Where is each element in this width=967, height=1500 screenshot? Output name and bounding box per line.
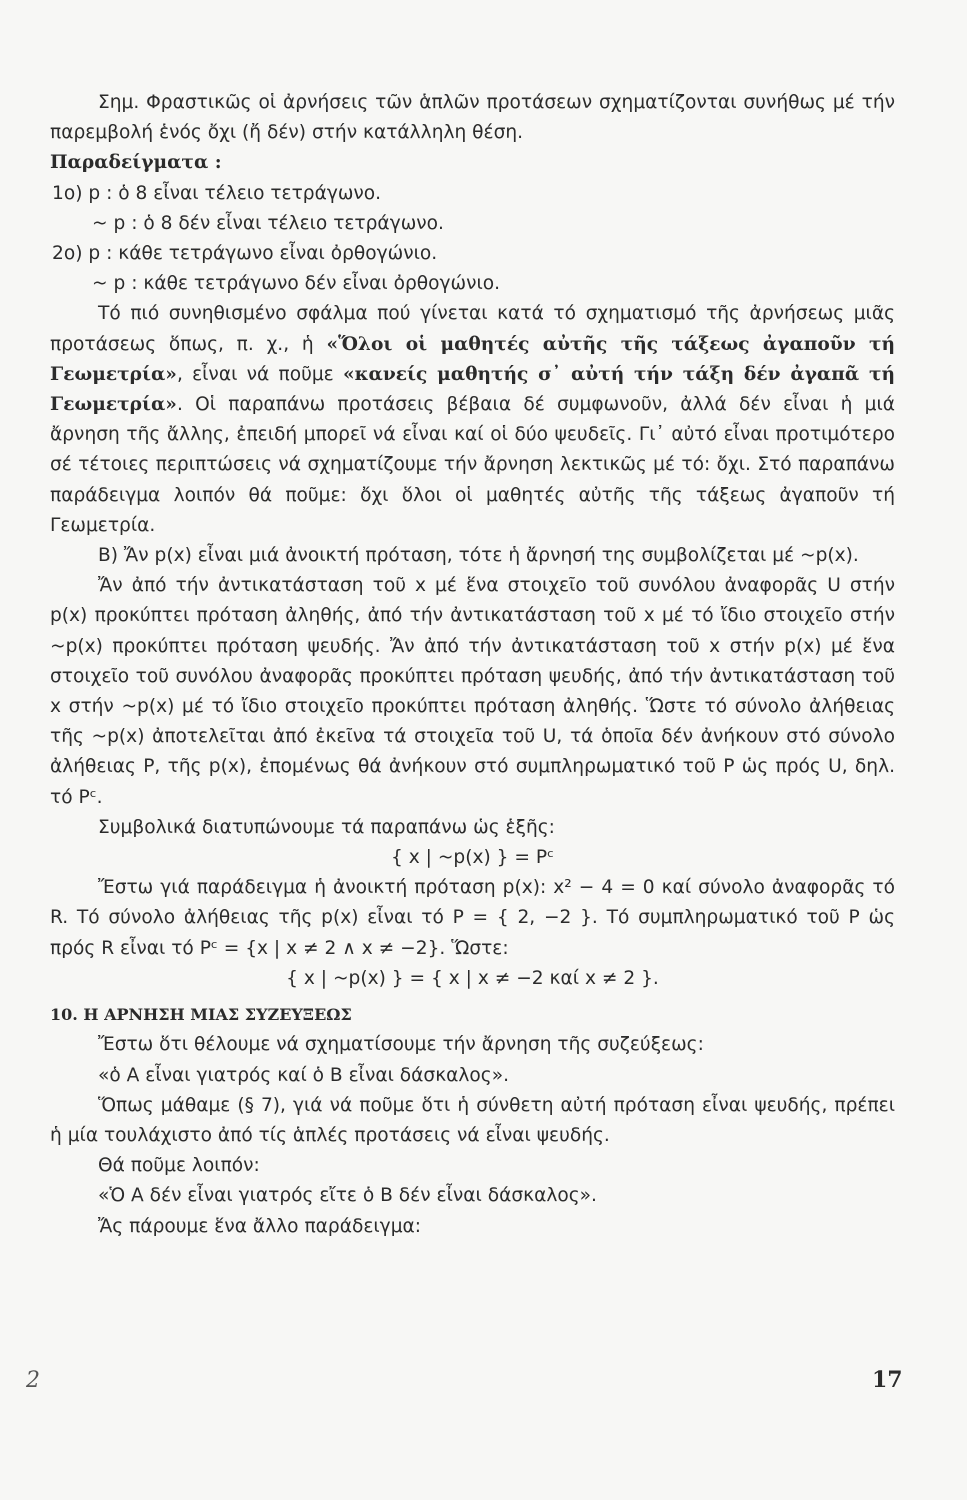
text-run: Τό πιό συνηθισμένο σφάλμα πού γίνεται κατά τό σχηματισμό τῆς ἀρνήσεως μιᾶς προτάσεως ὅπως, π. χ., ἡ xyxy=(50,303,895,355)
paragraph-conjunction: Ἔστω ὅτι θέλουμε νά σχηματίσουμε τήν ἄρνηση τῆς συζεύξεως: xyxy=(98,1034,704,1056)
quote-bold: «κανείς μαθητής σ᾽ αὐτή τήν τάξη δέν ἀγαπᾶ τή Γεωμετρία» xyxy=(50,363,895,416)
quote-conjunction: «ὁ Α εἶναι γιατρός καί ὁ Β εἶναι δάσκαλος». xyxy=(98,1064,509,1086)
paragraph-common-error xyxy=(50,299,895,541)
page-number: 17 xyxy=(872,1367,903,1393)
signature-mark: 2 xyxy=(26,1368,40,1393)
section-title: 10. Η ΑΡΝΗΣΗ ΜΙΑΣ ΣΥΖΕΥΞΕΩΣ xyxy=(50,1005,352,1025)
example-2-p: 2ο) p : κάθε τετράγωνο εἶναι ὀρθογώνιο. xyxy=(52,243,438,265)
quote-bold: «Ὅλοι οἱ μαθητές αὐτῆς τῆς τάξεως ἀγαποῦν τή Γεωμετρία» xyxy=(50,333,895,385)
quote-negation: «Ὁ Α δέν εἶναι γιατρός εἴτε ὁ Β δέν εἶναι δάσκαλος». xyxy=(98,1185,597,1207)
paragraph-open-statement: B) Ἄν p(x) εἶναι μιά ἀνοικτή πρόταση, τότε ἡ ἄρνησή της συμβολίζεται μέ ~p(x). xyxy=(98,545,859,567)
paragraph-false-condition: Ὅπως μάθαμε (§ 7), γιά νά ποῦμε ὅτι ἡ σύνθετη αὐτή πρόταση εἶναι ψευδής, πρέπει ἡ μία τουλάχιστο ἀπό τίς ἁπλές προτάσεις νά εἶναι ψευδής. xyxy=(50,1094,895,1146)
paragraph-another-example: Ἄς πάρουμε ἕνα ἄλλο παράδειγμα: xyxy=(98,1215,422,1237)
paragraph-example: Ἔστω γιά παράδειγμα ἡ ἀνοικτή πρόταση p(x): x² − 4 = 0 καί σύνολο ἀναφορᾶς τό R. Τό σύνολο ἀλήθειας τῆς p(x) εἶναι τό P = { 2, −2 }. Τό συμπληρωματικό τοῦ P ὡς πρός R εἶναι τό Pᶜ = {x | x ≠ 2 ∧ x ≠ −2}. Ὥστε: xyxy=(50,877,895,959)
text-run: , εἶναι νά ποῦμε xyxy=(176,363,343,385)
formula-complement: { x | ~p(x) } = Pᶜ xyxy=(391,847,554,869)
example-2-not-p: ~ p : κάθε τετράγωνο δέν εἶναι ὀρθογώνιο. xyxy=(92,273,501,295)
paragraph-truth-set: Ἄν ἀπό τήν ἀντικατάσταση τοῦ x μέ ἕνα στοιχεῖο τοῦ συνόλου ἀναφορᾶς U στήν p(x) προκύπτει πρόταση ἀληθής, ἀπό τήν ἀντικατάσταση τοῦ x μέ τό ἴδιο στοιχεῖο στήν ~p(x) προκύπτει πρόταση ψευδής. Ἄν ἀπό τήν ἀντικατάσταση τοῦ x στήν p(x) μέ ἕνα στοιχεῖο τοῦ συνόλου ἀναφορᾶς προκύπτει πρόταση ψευδής, ἀπό τήν ἀντικατάσταση τοῦ x στήν ~p(x) μέ τό ἴδιο στοιχεῖο προκύπτει πρόταση ἀληθής. Ὥστε τό σύνολο ἀλήθειας τῆς ~p(x) ἀποτελεῖται ἀπό ἐκεῖνα τά στοιχεῖα τοῦ U, τά ὁποῖα δέν ἀνήκουν στό σύνολο ἀλήθειας P, τῆς p(x), ἐπομένως θά ἀνήκουν στό συμπληρωματικό τοῦ P ὡς πρός U, δηλ. τό Pᶜ. xyxy=(50,575,895,808)
examples-heading: Παραδείγματα : xyxy=(50,152,222,174)
example-1-not-p: ~ p : ὁ 8 δέν εἶναι τέλειο τετράγωνο. xyxy=(92,212,444,234)
paragraph-note: Σημ. Φραστικῶς οἱ ἀρνήσεις τῶν ἁπλῶν προτάσεων σχηματίζονται συνήθως μέ τήν παρεμβολή ἑνός ὄχι (ἤ δέν) στήν κατάλληλη θέση. xyxy=(50,92,895,144)
page-body xyxy=(50,88,895,1242)
formula-example: { x | ~p(x) } = { x | x ≠ −2 καί x ≠ 2 }. xyxy=(286,967,659,989)
example-1-p: 1ο) p : ὁ 8 εἶναι τέλειο τετράγωνο. xyxy=(52,182,382,204)
paragraph-symbolic: Συμβολικά διατυπώνουμε τά παραπάνω ὡς ἑξῆς: xyxy=(98,816,555,838)
paragraph-therefore: Θά ποῦμε λοιπόν: xyxy=(98,1155,260,1177)
text-run: . Οἱ παραπάνω προτάσεις βέβαια δέ συμφωνοῦν, ἀλλά δέν εἶναι ἡ μιά ἄρνηση τῆς ἄλλης, ἐπειδή μπορεῖ νά εἶναι καί οἱ δύο ψευδεῖς. Γι᾽ αὐτό εἶναι προτιμότερο σέ τέτοιες περιπτώσεις νά σχηματίζουμε τήν ἄρνηση λεκτικῶς μέ τό: ὄχι. Στό παραπάνω παράδειγμα λοιπόν θά ποῦμε: ὄχι ὅλοι οἱ μαθητές αὐτῆς τῆς τάξεως ἀγαποῦν τή Γεωμετρία. xyxy=(50,394,895,536)
